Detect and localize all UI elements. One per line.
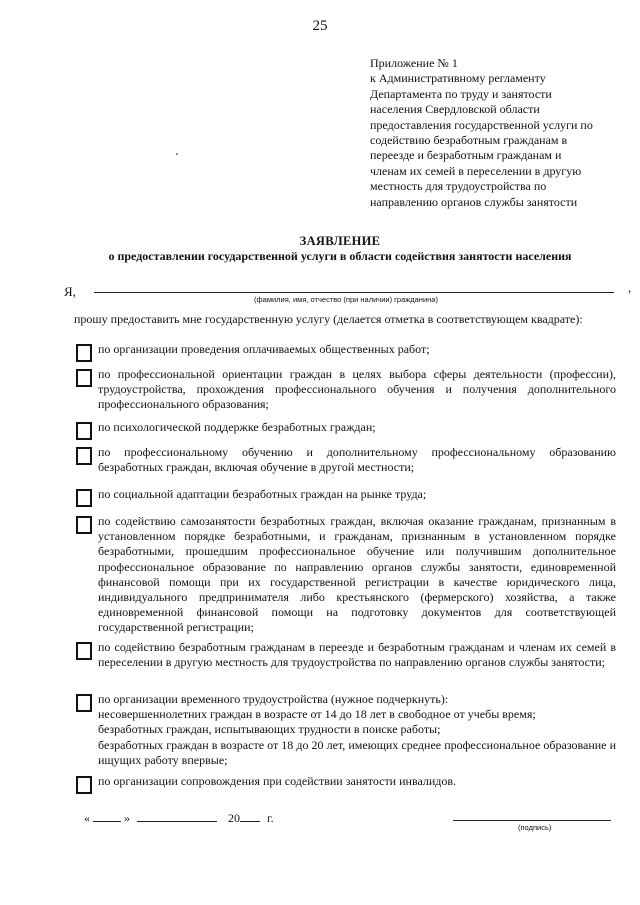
month-field[interactable] [137, 811, 217, 822]
date-field [84, 811, 274, 826]
appendix-line: членам их семей в переселении в другую [370, 163, 582, 178]
option-checkbox[interactable] [76, 642, 92, 660]
option-heading: по организации временного трудоустройства (нужное подчеркнуть): [98, 692, 449, 706]
document-title: ЗАЯВЛЕНИЕ [299, 234, 381, 248]
appendix-line: к Административному регламенту [370, 71, 546, 86]
signature-field[interactable] [453, 820, 611, 821]
option-label: по содействию самозанятости безработных граждан, включая оказание гражданам, признанным в установленном порядке безработными, и гражданам, признанным в установленном порядке безработными, прошедшим профессиональное обучение или получившим дополнительное профессиональное образование по направлению органов службы занятости, единовременной финансовой помощи при их государственной регистрации в качестве юридического лица, индивидуального предпринимателя либо крестьянского (фермерского) хозяйства, а также единовременной финансовой помощи на подготовку документов для соответствующей государственной регистрации; [98, 514, 616, 635]
appendix-line: местность для трудоустройства по [370, 179, 547, 194]
request-text: прошу предоставить мне государственную услугу (делается отметка в соответствующем квадрате): [74, 312, 583, 326]
scan-speck [176, 153, 178, 155]
day-field[interactable] [93, 811, 121, 822]
option-checkbox[interactable] [76, 694, 92, 712]
appendix-header [370, 56, 620, 210]
document-subtitle: о предоставлении государственной услуги в области содействия занятости населения [108, 249, 572, 263]
year-prefix: 20 [228, 811, 240, 825]
option-label: по содействию безработным гражданам в переезде и безработным гражданам и членам их семей в переселении в другую местность для трудоустройства по направлению органов службы занятости; [98, 640, 616, 670]
applicant-prefix: Я, [64, 284, 76, 299]
option-checkbox[interactable] [76, 776, 92, 794]
option-label: по профессиональной ориентации граждан в целях выбора сферы деятельности (профессии), трудоустройства, прохождения профессионального обучения и получения дополнительного профессионального образования; [98, 367, 616, 412]
option-checkbox[interactable] [76, 369, 92, 387]
option-label: по профессиональному обучению и дополнительному профессиональному образованию безработных граждан, включая обучение в другой местности; [98, 445, 616, 475]
option-checkbox[interactable] [76, 489, 92, 507]
signature-hint: (подпись) [518, 823, 552, 832]
appendix-line: содействию безработным гражданам в [370, 133, 568, 148]
appendix-line: Департамента по труду и занятости [370, 86, 552, 101]
appendix-line: Приложение № 1 [370, 56, 458, 70]
appendix-line: переезде и безработным гражданам и [370, 148, 562, 163]
appendix-line: населения Свердловской области [370, 102, 540, 117]
option-checkbox[interactable] [76, 344, 92, 362]
applicant-suffix: , [628, 280, 632, 295]
option-label: по психологической поддержке безработных граждан; [98, 420, 376, 434]
option-checkbox[interactable] [76, 516, 92, 534]
year-suffix: г. [267, 811, 274, 825]
appendix-line: предоставления государственной услуги по [370, 117, 593, 132]
option-checkbox[interactable] [76, 447, 92, 465]
applicant-name-hint: (фамилия, имя, отчество (при наличии) гражданина) [254, 295, 438, 304]
option-label [98, 692, 616, 768]
applicant-name-field[interactable] [94, 292, 614, 293]
option-checkbox[interactable] [76, 422, 92, 440]
option-label: по организации сопровождения при содействии занятости инвалидов. [98, 774, 457, 788]
option-subitem[interactable]: безработных граждан в возрасте от 18 до 20 лет, имеющих среднее профессиональное образование и ищущих работу впервые; [98, 737, 616, 767]
option-label: по социальной адаптации безработных граждан на рынке труда; [98, 487, 427, 501]
option-label: по организации проведения оплачиваемых общественных работ; [98, 342, 430, 356]
option-subitem[interactable]: несовершеннолетних граждан в возрасте от 14 до 18 лет в свободное от учебы время; [98, 707, 536, 722]
page-number: 25 [312, 18, 328, 34]
date-open-quote: « [84, 811, 90, 825]
appendix-line: направлению органов службы занятости [370, 194, 578, 209]
date-close-quote: » [124, 811, 130, 825]
option-subitem[interactable]: безработных граждан, испытывающих трудности в поиске работы; [98, 722, 441, 737]
year-field[interactable] [240, 811, 260, 822]
